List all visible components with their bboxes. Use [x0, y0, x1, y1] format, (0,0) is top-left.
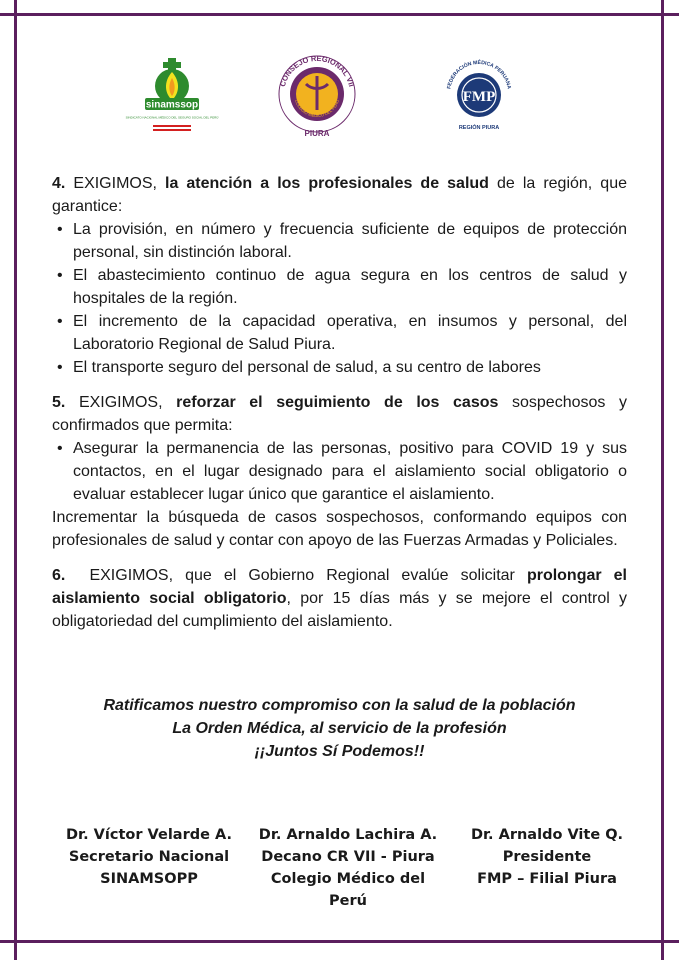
- section-4-bold: la atención a los profesionales de salud: [165, 175, 489, 192]
- signature-name: Dr. Víctor Velarde A.: [66, 827, 232, 843]
- signatures: [58, 824, 638, 912]
- closing-statement: [52, 694, 627, 763]
- frame-top-line: [0, 13, 679, 16]
- list-item: • El incremento de la capacidad operativa, en insumos y personal, del Laboratorio Regional de Salud Piura.: [52, 310, 627, 356]
- svg-text:sinamssop: sinamssop: [145, 99, 199, 111]
- list-item: • El transporte seguro del personal de salud, a su centro de labores: [52, 356, 627, 379]
- section-5-intro: 5. EXIGIMOS, reforzar el seguimiento de los casos sospechosos y confirmados que permita:: [52, 394, 627, 434]
- closing-line-2: La Orden Médica, al servicio de la profesión: [172, 720, 507, 737]
- svg-text:FMP: FMP: [462, 89, 496, 105]
- section-4-intro: 4. EXIGIMOS, la atención a los profesionales de salud de la región, que garantice:: [52, 175, 627, 215]
- signature-org: Colegio Médico del Perú: [270, 871, 426, 909]
- consejo-regional-logo: [276, 50, 358, 140]
- section-5-bold: reforzar el seguimiento de los casos: [176, 394, 499, 411]
- fmp-logo: [442, 55, 516, 135]
- signature-role: Decano CR VII - Piura: [261, 849, 435, 865]
- signature-org: FMP – Filial Piura: [477, 871, 617, 887]
- svg-text:COLEGIO MÉDICO DEL PERÚ: COLEGIO MÉDICO DEL PERÚ: [293, 98, 341, 119]
- frame-bottom-line: [0, 940, 679, 943]
- section-6-text: 6. EXIGIMOS, que el Gobierno Regional evalúe solicitar prolongar el aislamiento social obligatorio, por 15 días más y se mejore el control y obligatoriedad del cumplimiento del aislamiento.: [52, 567, 628, 630]
- closing-line-3: ¡¡Juntos Sí Podemos!!: [254, 743, 425, 760]
- section-4: [52, 172, 627, 379]
- statement-body: [52, 172, 627, 645]
- svg-text:REGIÓN PIURA: REGIÓN PIURA: [458, 125, 500, 131]
- section-6-number: 6.: [52, 567, 66, 584]
- signature-role: Presidente: [502, 849, 592, 865]
- section-5-number: 5.: [52, 394, 66, 411]
- frame-left-line: [14, 0, 17, 960]
- section-5-extra: Incrementar la búsqueda de casos sospechosos, conformando equipos con profesionales de salud y contar con apoyo de las Fuerzas Armadas y Policiales.: [52, 509, 627, 549]
- signature-velarde: [58, 824, 240, 912]
- svg-text:SINDICATO NACIONAL MÉDICO DEL: SINDICATO NACIONAL MÉDICO DEL SEGURO SOCIAL DEL PERÚ: [125, 115, 219, 120]
- svg-text:CONSEJO REGIONAL VII: CONSEJO REGIONAL VII: [277, 53, 357, 88]
- signature-vite: [456, 824, 638, 912]
- sinamssop-logo: [125, 56, 219, 136]
- section-5-list: [52, 437, 627, 506]
- signature-name: Dr. Arnaldo Vite Q.: [470, 827, 624, 843]
- signature-lachira: [257, 824, 439, 912]
- section-4-list: [52, 218, 627, 379]
- list-item: • La provisión, en número y frecuencia suficiente de equipos de protección personal, sin distinción laboral.: [52, 218, 627, 264]
- section-5: [52, 391, 627, 552]
- signature-role: Secretario Nacional: [68, 849, 230, 865]
- list-item: • Asegurar la permanencia de las personas, positivo para COVID 19 y sus contactos, en el lugar designado para el aislamiento social obligatorio o evaluar establecer lugar único que garantice el aislamiento.: [52, 437, 627, 506]
- svg-text:PIURA: PIURA: [304, 129, 330, 138]
- section-6: [52, 564, 627, 633]
- closing-line-1: Ratificamos nuestro compromiso con la salud de la población: [103, 697, 576, 714]
- signature-org: SINAMSOPP: [100, 871, 198, 887]
- section-4-number: 4.: [52, 175, 66, 192]
- list-item: • El abastecimiento continuo de agua segura en los centros de salud y hospitales de la región.: [52, 264, 627, 310]
- signature-name: Dr. Arnaldo Lachira A.: [258, 827, 438, 843]
- section-6-bold: prolongar el aislamiento social obligatorio: [52, 567, 628, 607]
- frame-right-line: [661, 0, 664, 960]
- svg-text:FEDERACIÓN MÉDICA PERUANA: FEDERACIÓN MÉDICA PERUANA: [446, 59, 512, 90]
